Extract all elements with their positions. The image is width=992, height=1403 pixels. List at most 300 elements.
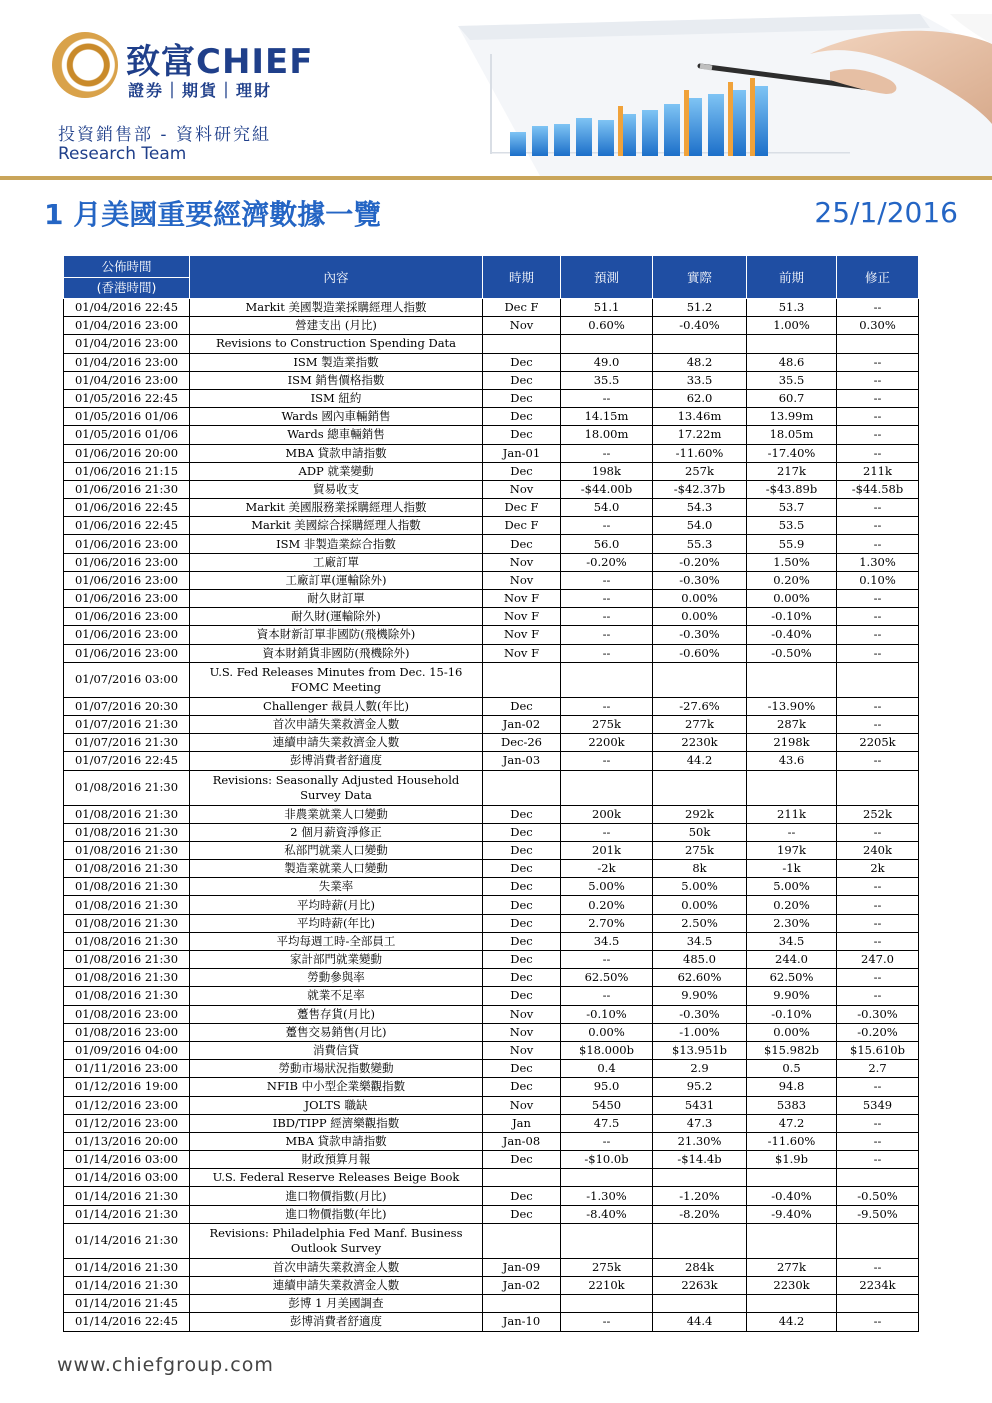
footer-url: www.chiefgroup.com — [57, 1354, 274, 1376]
cell-time: 01/06/2016 23:00 — [64, 608, 190, 626]
cell-previous — [747, 335, 837, 353]
cell-previous — [747, 1223, 837, 1258]
cell-time: 01/11/2016 23:00 — [64, 1060, 190, 1078]
cell-time: 01/08/2016 23:00 — [64, 1005, 190, 1023]
cell-period: Nov F — [483, 590, 561, 608]
table-row — [64, 914, 919, 932]
cell-time: 01/04/2016 23:00 — [64, 371, 190, 389]
table-row — [64, 1277, 919, 1295]
table-row — [64, 535, 919, 553]
chief-logo-icon — [52, 32, 118, 98]
table-row — [64, 299, 919, 317]
cell-period: Nov F — [483, 608, 561, 626]
cell-period: Dec — [483, 860, 561, 878]
cell-time: 01/08/2016 21:30 — [64, 914, 190, 932]
cell-revised: -- — [837, 987, 919, 1005]
cell-revised: -- — [837, 896, 919, 914]
cell-time: 01/14/2016 21:30 — [64, 1223, 190, 1258]
cell-time: 01/08/2016 23:00 — [64, 1023, 190, 1041]
cell-content: ISM 銷售價格指數 — [190, 371, 483, 389]
cell-period: Dec — [483, 805, 561, 823]
cell-revised: -- — [837, 626, 919, 644]
cell-previous: 62.50% — [747, 969, 837, 987]
cell-period: Dec — [483, 462, 561, 480]
cell-period: Dec — [483, 1205, 561, 1223]
cell-previous: 2.30% — [747, 914, 837, 932]
cell-revised: -- — [837, 499, 919, 517]
cell-period: Jan-01 — [483, 444, 561, 462]
cell-period: Nov — [483, 317, 561, 335]
column-header-time-zone: (香港時間) — [96, 280, 157, 295]
table-row — [64, 1078, 919, 1096]
cell-content: ISM 紐約 — [190, 389, 483, 407]
cell-time: 01/06/2016 22:45 — [64, 499, 190, 517]
cell-actual: -0.30% — [653, 626, 747, 644]
cell-revised — [837, 770, 919, 805]
cell-period: Jan-09 — [483, 1258, 561, 1276]
cell-forecast: -- — [561, 571, 653, 589]
cell-time: 01/08/2016 21:30 — [64, 896, 190, 914]
cell-revised — [837, 1223, 919, 1258]
cell-content: 製造業就業人口變動 — [190, 860, 483, 878]
cell-content: 資本財新訂單非國防(飛機除外) — [190, 626, 483, 644]
bar-chart-hand-pen-image — [450, 14, 992, 176]
cell-actual: -0.20% — [653, 553, 747, 571]
cell-actual: 17.22m — [653, 426, 747, 444]
table-row — [64, 408, 919, 426]
table-row — [64, 1005, 919, 1023]
cell-previous: 53.7 — [747, 499, 837, 517]
cell-period — [483, 1223, 561, 1258]
cell-content: Wards 國內車輛銷售 — [190, 408, 483, 426]
cell-previous: -0.10% — [747, 608, 837, 626]
cell-forecast: -0.10% — [561, 1005, 653, 1023]
column-header-revised: 修正 — [837, 256, 919, 299]
cell-period — [483, 662, 561, 697]
cell-time: 01/14/2016 21:45 — [64, 1295, 190, 1313]
cell-content: 財政預算月報 — [190, 1151, 483, 1169]
cell-revised: -0.50% — [837, 1187, 919, 1205]
cell-forecast: 275k — [561, 715, 653, 733]
cell-time: 01/12/2016 23:00 — [64, 1114, 190, 1132]
cell-period: Dec — [483, 841, 561, 859]
cell-content: 勞動市場狀況指數變動 — [190, 1060, 483, 1078]
cell-revised: 0.30% — [837, 317, 919, 335]
cell-actual: 5.00% — [653, 878, 747, 896]
cell-forecast: 35.5 — [561, 371, 653, 389]
cell-content: Revisions: Philadelphia Fed Manf. Business Outlook Survey — [190, 1223, 483, 1258]
cell-actual: 277k — [653, 715, 747, 733]
cell-content: 躉售交易銷售(月比) — [190, 1023, 483, 1041]
cell-period: Nov — [483, 1041, 561, 1059]
cell-forecast: -8.40% — [561, 1205, 653, 1223]
cell-actual — [653, 662, 747, 697]
cell-forecast: -- — [561, 389, 653, 407]
cell-forecast: -- — [561, 644, 653, 662]
table-row — [64, 590, 919, 608]
cell-period: Nov — [483, 480, 561, 498]
cell-content: 彭博消費者舒適度 — [190, 752, 483, 770]
cell-period: Dec — [483, 353, 561, 371]
cell-actual: 33.5 — [653, 371, 747, 389]
cell-previous: 53.5 — [747, 517, 837, 535]
cell-time: 01/13/2016 20:00 — [64, 1132, 190, 1150]
cell-previous: 55.9 — [747, 535, 837, 553]
cell-content: 首次申請失業救濟金人數 — [190, 715, 483, 733]
cell-previous: -0.40% — [747, 1187, 837, 1205]
cell-forecast: -- — [561, 444, 653, 462]
cell-time: 01/08/2016 21:30 — [64, 951, 190, 969]
cell-revised: -- — [837, 353, 919, 371]
cell-period: Dec — [483, 1078, 561, 1096]
cell-forecast: 2210k — [561, 1277, 653, 1295]
cell-forecast — [561, 770, 653, 805]
cell-time: 01/04/2016 23:00 — [64, 317, 190, 335]
table-row — [64, 823, 919, 841]
cell-previous: 51.3 — [747, 299, 837, 317]
table-row — [64, 1041, 919, 1059]
cell-previous: -$43.89b — [747, 480, 837, 498]
cell-actual — [653, 770, 747, 805]
cell-time: 01/09/2016 04:00 — [64, 1041, 190, 1059]
cell-forecast: 47.5 — [561, 1114, 653, 1132]
cell-time: 01/06/2016 23:00 — [64, 626, 190, 644]
cell-period: Dec F — [483, 517, 561, 535]
cell-actual: 5431 — [653, 1096, 747, 1114]
cell-content: JOLTS 職缺 — [190, 1096, 483, 1114]
cell-actual: 47.3 — [653, 1114, 747, 1132]
cell-revised: -- — [837, 1132, 919, 1150]
cell-previous: 217k — [747, 462, 837, 480]
cell-time: 01/14/2016 21:30 — [64, 1277, 190, 1295]
cell-period: Dec-26 — [483, 734, 561, 752]
cell-forecast: -- — [561, 697, 653, 715]
cell-period: Nov F — [483, 626, 561, 644]
cell-content: Revisions: Seasonally Adjusted Household Survey Data — [190, 770, 483, 805]
cell-actual: 44.2 — [653, 752, 747, 770]
cell-content: IBD/TIPP 經濟樂觀指數 — [190, 1114, 483, 1132]
cell-actual: 51.2 — [653, 299, 747, 317]
cell-actual: 54.3 — [653, 499, 747, 517]
cell-time: 01/06/2016 21:30 — [64, 480, 190, 498]
table-row — [64, 371, 919, 389]
cell-period: Dec — [483, 969, 561, 987]
table-row — [64, 841, 919, 859]
cell-time: 01/08/2016 21:30 — [64, 878, 190, 896]
cell-previous: 18.05m — [747, 426, 837, 444]
cell-previous: -0.50% — [747, 644, 837, 662]
table-row — [64, 626, 919, 644]
cell-revised: -- — [837, 1114, 919, 1132]
cell-previous: 1.50% — [747, 553, 837, 571]
cell-revised: 252k — [837, 805, 919, 823]
column-header-forecast: 預測 — [561, 256, 653, 299]
cell-content: 進口物價指數(月比) — [190, 1187, 483, 1205]
cell-forecast: 198k — [561, 462, 653, 480]
cell-content: ADP 就業變動 — [190, 462, 483, 480]
cell-revised: 2234k — [837, 1277, 919, 1295]
cell-content: MBA 貸款申請指數 — [190, 1132, 483, 1150]
cell-content: 失業率 — [190, 878, 483, 896]
cell-revised: -- — [837, 752, 919, 770]
cell-forecast: 275k — [561, 1258, 653, 1276]
cell-revised — [837, 335, 919, 353]
cell-forecast: 5.00% — [561, 878, 653, 896]
cell-previous: 34.5 — [747, 932, 837, 950]
table-row — [64, 1023, 919, 1041]
cell-period: Jan-10 — [483, 1313, 561, 1331]
table-row — [64, 860, 919, 878]
cell-revised: -- — [837, 299, 919, 317]
column-header-period: 時期 — [483, 256, 561, 299]
cell-actual: -27.6% — [653, 697, 747, 715]
cell-actual: 95.2 — [653, 1078, 747, 1096]
cell-content: 貿易收支 — [190, 480, 483, 498]
cell-revised: 2k — [837, 860, 919, 878]
cell-period: Jan-08 — [483, 1132, 561, 1150]
cell-period: Dec — [483, 987, 561, 1005]
table-row — [64, 734, 919, 752]
cell-previous: 0.20% — [747, 571, 837, 589]
cell-actual: 34.5 — [653, 932, 747, 950]
cell-previous: 48.6 — [747, 353, 837, 371]
report-date: 25/1/2016 — [814, 196, 958, 229]
column-header-time — [64, 256, 190, 299]
cell-content: Markit 美國服務業採購經理人指數 — [190, 499, 483, 517]
cell-previous: 0.5 — [747, 1060, 837, 1078]
cell-actual: 0.00% — [653, 590, 747, 608]
cell-previous: 35.5 — [747, 371, 837, 389]
cell-time: 01/07/2016 21:30 — [64, 715, 190, 733]
table-row — [64, 1114, 919, 1132]
cell-actual: -1.20% — [653, 1187, 747, 1205]
table-row — [64, 1313, 919, 1331]
cell-revised — [837, 1295, 919, 1313]
cell-period: Dec — [483, 535, 561, 553]
cell-time: 01/12/2016 19:00 — [64, 1078, 190, 1096]
table-row — [64, 770, 919, 805]
table-row — [64, 1205, 919, 1223]
cell-period: Dec — [483, 823, 561, 841]
cell-forecast: -- — [561, 1132, 653, 1150]
cell-period: Dec F — [483, 299, 561, 317]
cell-content: 耐久財(運輸除外) — [190, 608, 483, 626]
cell-revised: -- — [837, 823, 919, 841]
cell-time: 01/06/2016 22:45 — [64, 517, 190, 535]
cell-actual: 54.0 — [653, 517, 747, 535]
cell-forecast: 18.00m — [561, 426, 653, 444]
cell-revised: -- — [837, 608, 919, 626]
cell-forecast: 62.50% — [561, 969, 653, 987]
cell-time: 01/14/2016 21:30 — [64, 1187, 190, 1205]
cell-revised: 240k — [837, 841, 919, 859]
cell-period: Dec — [483, 371, 561, 389]
cell-revised — [837, 1169, 919, 1187]
cell-period: Dec — [483, 1060, 561, 1078]
cell-revised: 0.10% — [837, 571, 919, 589]
cell-previous: 287k — [747, 715, 837, 733]
table-row — [64, 1096, 919, 1114]
page-title: 1 月美國重要經濟數據一覽 — [44, 198, 382, 231]
cell-time: 01/07/2016 03:00 — [64, 662, 190, 697]
cell-forecast: -- — [561, 626, 653, 644]
cell-actual: 0.00% — [653, 896, 747, 914]
cell-previous: -13.90% — [747, 697, 837, 715]
cell-revised: -- — [837, 715, 919, 733]
cell-previous: -9.40% — [747, 1205, 837, 1223]
table-row — [64, 1169, 919, 1187]
cell-revised: -- — [837, 371, 919, 389]
cell-revised — [837, 662, 919, 697]
column-header-content: 內容 — [190, 256, 483, 299]
cell-time: 01/07/2016 22:45 — [64, 752, 190, 770]
cell-previous: -0.40% — [747, 626, 837, 644]
cell-forecast: 51.1 — [561, 299, 653, 317]
cell-previous: -1k — [747, 860, 837, 878]
cell-content: 平均時薪(月比) — [190, 896, 483, 914]
cell-forecast: 0.20% — [561, 896, 653, 914]
cell-time: 01/06/2016 23:00 — [64, 644, 190, 662]
cell-actual: 62.0 — [653, 389, 747, 407]
cell-content: 工廠訂單(運輸除外) — [190, 571, 483, 589]
cell-period: Dec — [483, 1187, 561, 1205]
brand-tagline: 證券｜期貨｜理財 — [128, 81, 273, 100]
cell-forecast — [561, 1223, 653, 1258]
cell-period — [483, 770, 561, 805]
cell-forecast: -- — [561, 1313, 653, 1331]
cell-revised: -- — [837, 1078, 919, 1096]
cell-time: 01/12/2016 23:00 — [64, 1096, 190, 1114]
cell-actual: -0.30% — [653, 571, 747, 589]
cell-content: Wards 總車輛銷售 — [190, 426, 483, 444]
cell-content: 2 個月薪資淨修正 — [190, 823, 483, 841]
cell-actual — [653, 1169, 747, 1187]
cell-time: 01/07/2016 21:30 — [64, 734, 190, 752]
column-header-actual: 實際 — [653, 256, 747, 299]
table-row — [64, 517, 919, 535]
table-row — [64, 951, 919, 969]
cell-actual — [653, 1223, 747, 1258]
cell-revised: -- — [837, 389, 919, 407]
cell-actual: 55.3 — [653, 535, 747, 553]
table-row — [64, 1295, 919, 1313]
cell-revised: -- — [837, 1258, 919, 1276]
cell-time: 01/08/2016 21:30 — [64, 823, 190, 841]
cell-period — [483, 335, 561, 353]
cell-period: Dec — [483, 896, 561, 914]
cell-period: Jan-02 — [483, 1277, 561, 1295]
table-row — [64, 715, 919, 733]
cell-forecast: 0.4 — [561, 1060, 653, 1078]
cell-previous — [747, 1169, 837, 1187]
cell-time: 01/06/2016 23:00 — [64, 590, 190, 608]
cell-forecast: 14.15m — [561, 408, 653, 426]
cell-previous: 1.00% — [747, 317, 837, 335]
cell-revised: -- — [837, 644, 919, 662]
cell-period: Nov F — [483, 644, 561, 662]
header-divider — [0, 176, 992, 180]
cell-previous: 60.7 — [747, 389, 837, 407]
cell-period: Jan — [483, 1114, 561, 1132]
cell-content: 營建支出 (月比) — [190, 317, 483, 335]
table-row — [64, 1223, 919, 1258]
cell-content: 平均每週工時-全部員工 — [190, 932, 483, 950]
cell-time: 01/08/2016 21:30 — [64, 860, 190, 878]
cell-previous: -11.60% — [747, 1132, 837, 1150]
cell-time: 01/06/2016 21:15 — [64, 462, 190, 480]
cell-content: 耐久財訂單 — [190, 590, 483, 608]
cell-time: 01/06/2016 23:00 — [64, 553, 190, 571]
cell-forecast: -- — [561, 590, 653, 608]
cell-actual: 2263k — [653, 1277, 747, 1295]
cell-period: Dec — [483, 389, 561, 407]
cell-period: Dec — [483, 914, 561, 932]
cell-content: 消費信貸 — [190, 1041, 483, 1059]
cell-forecast: 2.70% — [561, 914, 653, 932]
cell-revised: -- — [837, 878, 919, 896]
cell-revised: -$44.58b — [837, 480, 919, 498]
table-row — [64, 353, 919, 371]
cell-forecast: -$10.0b — [561, 1151, 653, 1169]
cell-content: 家計部門就業變動 — [190, 951, 483, 969]
table-row — [64, 608, 919, 626]
cell-previous: 2230k — [747, 1277, 837, 1295]
cell-revised: -- — [837, 932, 919, 950]
cell-time: 01/14/2016 22:45 — [64, 1313, 190, 1331]
cell-forecast: 5450 — [561, 1096, 653, 1114]
cell-actual: -$42.37b — [653, 480, 747, 498]
cell-previous — [747, 662, 837, 697]
economic-data-table — [63, 255, 919, 1332]
cell-revised: -0.30% — [837, 1005, 919, 1023]
table-row — [64, 662, 919, 697]
cell-forecast: -0.20% — [561, 553, 653, 571]
cell-forecast: -- — [561, 987, 653, 1005]
cell-content: 平均時薪(年比) — [190, 914, 483, 932]
cell-revised: $15.610b — [837, 1041, 919, 1059]
cell-forecast: 200k — [561, 805, 653, 823]
cell-time: 01/06/2016 20:00 — [64, 444, 190, 462]
cell-revised: 211k — [837, 462, 919, 480]
table-row — [64, 317, 919, 335]
cell-previous: $1.9b — [747, 1151, 837, 1169]
table-header-row — [64, 256, 919, 299]
cell-previous: 44.2 — [747, 1313, 837, 1331]
cell-period: Dec — [483, 697, 561, 715]
table-row — [64, 1151, 919, 1169]
table-row — [64, 969, 919, 987]
cell-forecast — [561, 1295, 653, 1313]
cell-period: Jan-03 — [483, 752, 561, 770]
cell-content: 彭博消費者舒適度 — [190, 1313, 483, 1331]
table-row — [64, 553, 919, 571]
cell-content: 首次申請失業救濟金人數 — [190, 1258, 483, 1276]
cell-forecast: -- — [561, 608, 653, 626]
cell-content: NFIB 中小型企業樂觀指數 — [190, 1078, 483, 1096]
table-row — [64, 480, 919, 498]
cell-time: 01/14/2016 21:30 — [64, 1258, 190, 1276]
cell-previous: 244.0 — [747, 951, 837, 969]
table-row — [64, 335, 919, 353]
cell-period — [483, 1169, 561, 1187]
cell-revised: -- — [837, 590, 919, 608]
table-row — [64, 444, 919, 462]
cell-previous — [747, 1295, 837, 1313]
cell-actual: 275k — [653, 841, 747, 859]
cell-actual — [653, 335, 747, 353]
table-row — [64, 1258, 919, 1276]
cell-previous: -- — [747, 823, 837, 841]
